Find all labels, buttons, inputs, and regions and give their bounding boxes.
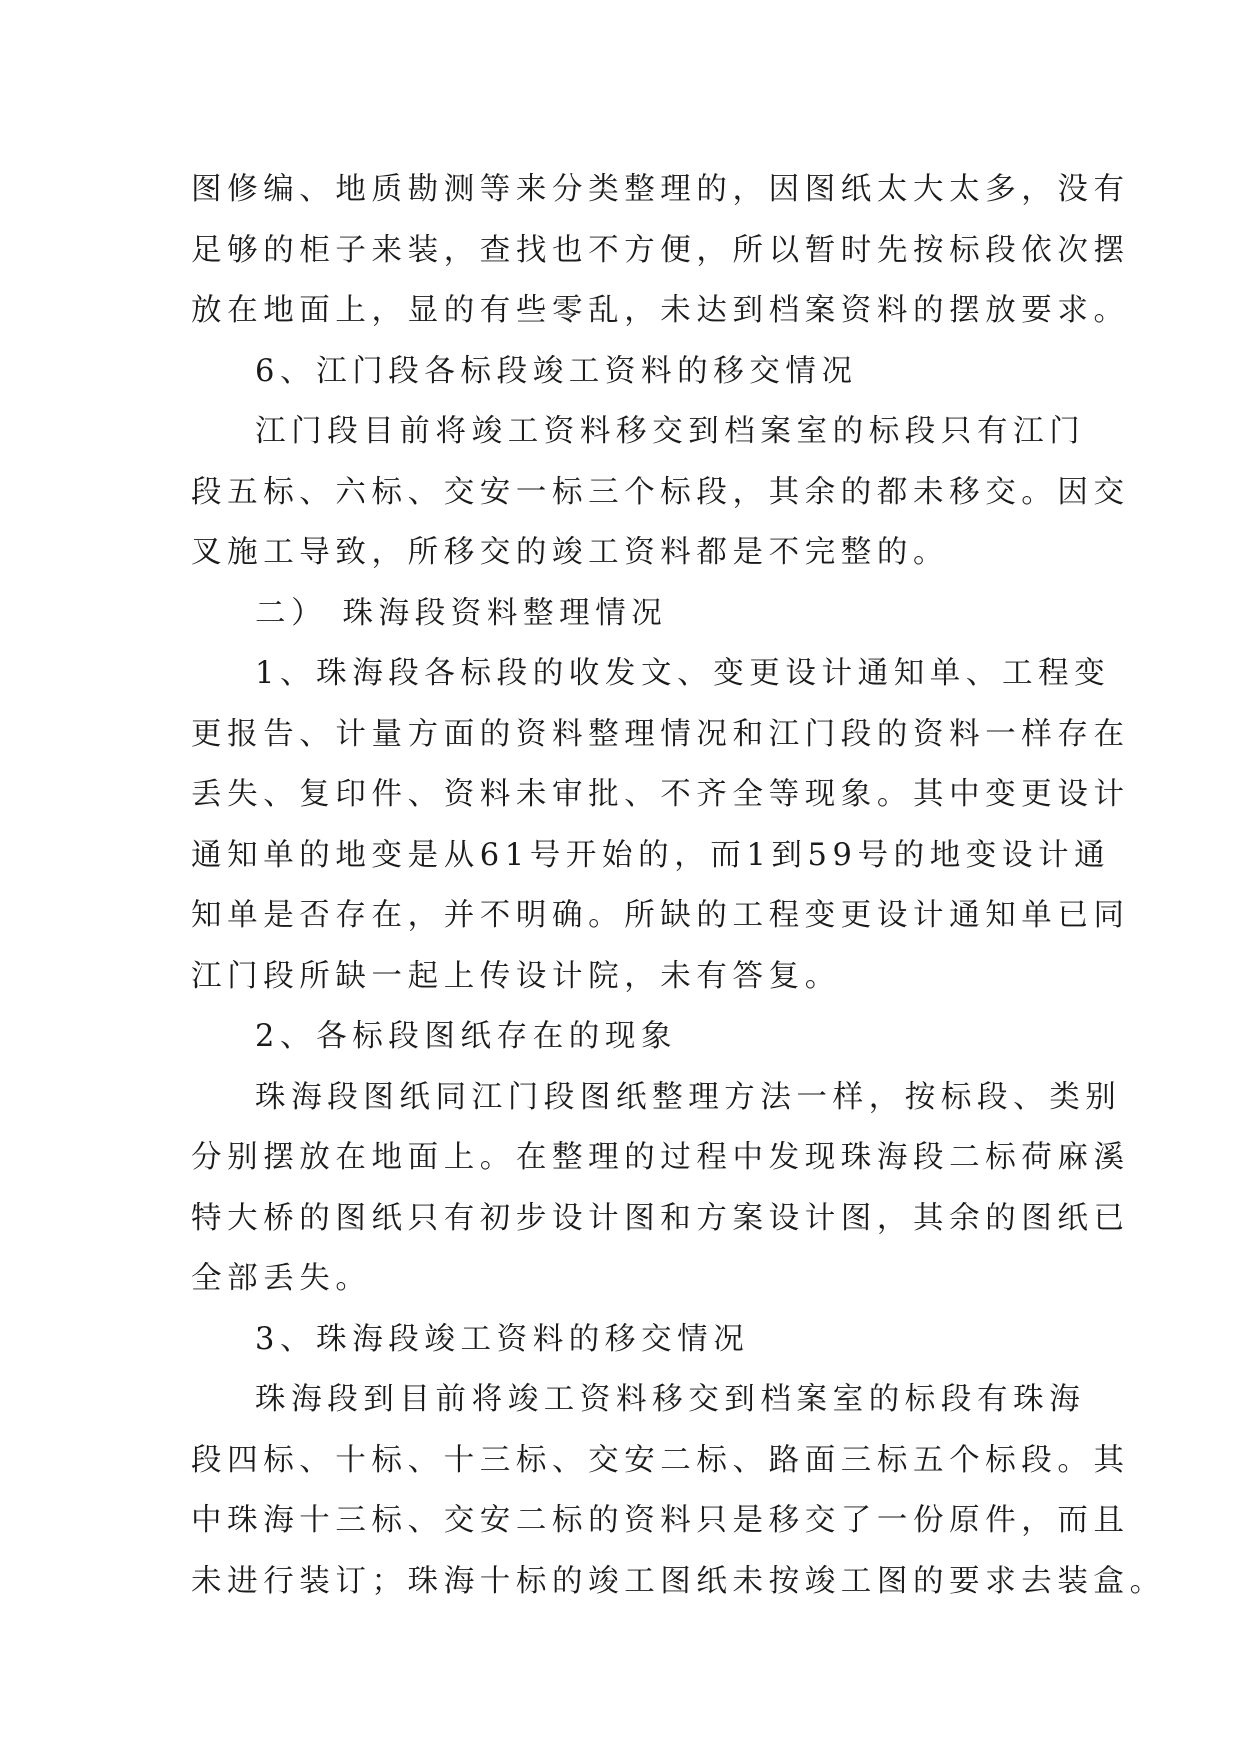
- section-heading-jiangmen-handover: 6、江门段各标段竣工资料的移交情况: [255, 353, 858, 389]
- text-line-17: 分别摆放在地面上。在整理的过程中发现珠海段二标荷麻溪: [191, 1140, 1130, 1175]
- text-line-10: 更报告、计量方面的资料整理情况和江门段的资料一样存在: [191, 716, 1130, 752]
- text-line-23: 中珠海十三标、交安二标的资料只是移交了一份原件，而且: [191, 1503, 1130, 1538]
- text-line-3: 放在地面上，显的有些零乱，未达到档案资料的摆放要求。: [191, 293, 1130, 328]
- text-line-7: 叉施工导致，所移交的竣工资料都是不完整的。: [191, 535, 950, 570]
- document-body: [191, 160, 1166, 1612]
- text-line-19: 全部丢失。: [191, 1261, 372, 1296]
- text-line-16: 珠海段图纸同江门段图纸整理方法一样，按标段、类别: [255, 1079, 1122, 1115]
- section-heading-zhuhai-handover: 3、珠海段竣工资料的移交情况: [255, 1321, 750, 1357]
- text-line-22: 段四标、十标、十三标、交安二标、路面三标五个标段。其: [191, 1442, 1130, 1478]
- text-line-18: 特大桥的图纸只有初步设计图和方案设计图，其余的图纸已: [191, 1200, 1130, 1236]
- text-line-2: 足够的柜子来装，查找也不方便，所以暂时先按标段依次摆: [191, 232, 1130, 268]
- text-line-5: 江门段目前将竣工资料移交到档案室的标段只有江门: [255, 414, 1086, 449]
- text-line-14: 江门段所缺一起上传设计院，未有答复。: [191, 958, 841, 994]
- text-line-12: 通知单的地变是从61号开始的，而1到59号的地变设计通: [191, 837, 1111, 873]
- text-line-13: 知单是否存在，并不明确。所缺的工程变更设计通知单已同: [191, 898, 1130, 933]
- text-line-21: 珠海段到目前将竣工资料移交到档案室的标段有珠海: [255, 1382, 1086, 1417]
- text-line-24: 未进行装订；珠海十标的竣工图纸未按竣工图的要求去装盒。: [191, 1563, 1166, 1599]
- section-heading-zhuhai: 二） 珠海段资料整理情况: [255, 595, 668, 631]
- text-line-1: 图修编、地质勘测等来分类整理的，因图纸太大太多，没有: [191, 172, 1130, 207]
- text-line-6: 段五标、六标、交安一标三个标段，其余的都未移交。因交: [191, 474, 1130, 510]
- text-line-9: 1、珠海段各标段的收发文、变更设计通知单、工程变: [255, 656, 1111, 691]
- text-line-11: 丢失、复印件、资料未审批、不齐全等现象。其中变更设计: [191, 777, 1130, 812]
- section-heading-drawings: 2、各标段图纸存在的现象: [255, 1019, 678, 1054]
